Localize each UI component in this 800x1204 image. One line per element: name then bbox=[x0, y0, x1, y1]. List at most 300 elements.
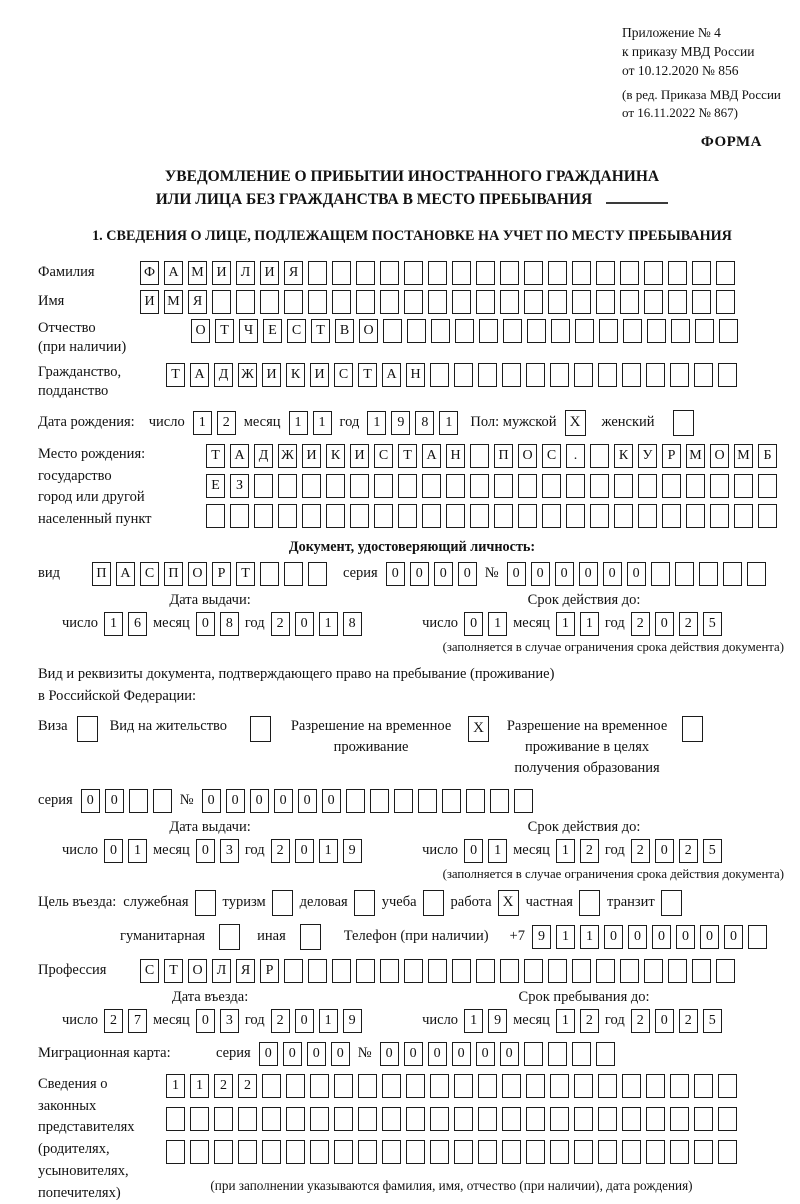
char-cell[interactable] bbox=[454, 363, 473, 387]
char-cell[interactable] bbox=[302, 474, 321, 498]
char-cell[interactable] bbox=[716, 261, 735, 285]
char-cell[interactable] bbox=[644, 261, 663, 285]
char-cell[interactable]: С bbox=[542, 444, 561, 468]
char-cell[interactable] bbox=[334, 1140, 353, 1164]
char-cell[interactable]: О bbox=[710, 444, 729, 468]
char-cell[interactable] bbox=[382, 1140, 401, 1164]
char-cell[interactable]: Т bbox=[311, 319, 330, 343]
char-cell[interactable]: 0 bbox=[331, 1042, 350, 1066]
char-cell[interactable]: 0 bbox=[428, 1042, 447, 1066]
char-cell[interactable] bbox=[574, 1140, 593, 1164]
char-cell[interactable] bbox=[494, 474, 513, 498]
char-cell[interactable]: Т bbox=[166, 363, 185, 387]
char-cell[interactable] bbox=[476, 261, 495, 285]
char-cell[interactable]: 0 bbox=[105, 789, 124, 813]
char-cell[interactable]: 2 bbox=[271, 1009, 290, 1033]
char-cell[interactable]: 0 bbox=[307, 1042, 326, 1066]
char-cell[interactable]: З bbox=[230, 474, 249, 498]
char-cell[interactable]: 0 bbox=[259, 1042, 278, 1066]
char-cell[interactable]: 2 bbox=[631, 612, 650, 636]
purpose-work-checkbox[interactable]: X bbox=[498, 890, 519, 916]
char-cell[interactable] bbox=[718, 363, 737, 387]
char-cell[interactable] bbox=[308, 959, 327, 983]
char-cell[interactable] bbox=[524, 290, 543, 314]
char-cell[interactable] bbox=[574, 1074, 593, 1098]
char-cell[interactable]: М bbox=[686, 444, 705, 468]
char-cell[interactable] bbox=[404, 290, 423, 314]
char-cell[interactable] bbox=[526, 1140, 545, 1164]
char-cell[interactable] bbox=[374, 504, 393, 528]
temp-residence-edu-checkbox[interactable] bbox=[682, 716, 703, 742]
char-cell[interactable] bbox=[622, 1107, 641, 1131]
char-cell[interactable] bbox=[470, 504, 489, 528]
char-cell[interactable] bbox=[598, 363, 617, 387]
char-cell[interactable]: М bbox=[188, 261, 207, 285]
char-cell[interactable] bbox=[308, 290, 327, 314]
char-cell[interactable] bbox=[692, 261, 711, 285]
char-cell[interactable] bbox=[542, 474, 561, 498]
char-cell[interactable] bbox=[406, 1074, 425, 1098]
char-cell[interactable] bbox=[590, 504, 609, 528]
char-cell[interactable]: 1 bbox=[104, 612, 123, 636]
char-cell[interactable] bbox=[566, 504, 585, 528]
char-cell[interactable] bbox=[422, 504, 441, 528]
char-cell[interactable] bbox=[262, 1107, 281, 1131]
char-cell[interactable] bbox=[310, 1074, 329, 1098]
male-checkbox[interactable]: X bbox=[565, 410, 586, 436]
char-cell[interactable] bbox=[686, 504, 705, 528]
char-cell[interactable]: 0 bbox=[655, 1009, 674, 1033]
char-cell[interactable]: 0 bbox=[380, 1042, 399, 1066]
char-cell[interactable]: Д bbox=[254, 444, 273, 468]
char-cell[interactable] bbox=[350, 504, 369, 528]
char-cell[interactable]: К bbox=[286, 363, 305, 387]
char-cell[interactable] bbox=[734, 504, 753, 528]
char-cell[interactable] bbox=[454, 1107, 473, 1131]
char-cell[interactable]: 2 bbox=[214, 1074, 233, 1098]
char-cell[interactable]: 2 bbox=[679, 612, 698, 636]
char-cell[interactable]: 2 bbox=[238, 1074, 257, 1098]
char-cell[interactable]: 0 bbox=[579, 562, 598, 586]
char-cell[interactable] bbox=[614, 474, 633, 498]
char-cell[interactable] bbox=[503, 319, 522, 343]
char-cell[interactable] bbox=[710, 474, 729, 498]
char-cell[interactable] bbox=[526, 363, 545, 387]
char-cell[interactable]: 0 bbox=[458, 562, 477, 586]
char-cell[interactable] bbox=[284, 959, 303, 983]
char-cell[interactable] bbox=[380, 290, 399, 314]
char-cell[interactable]: О bbox=[359, 319, 378, 343]
char-cell[interactable] bbox=[310, 1107, 329, 1131]
char-cell[interactable]: Ч bbox=[239, 319, 258, 343]
char-cell[interactable]: 0 bbox=[250, 789, 269, 813]
char-cell[interactable]: 2 bbox=[631, 839, 650, 863]
char-cell[interactable] bbox=[590, 444, 609, 468]
char-cell[interactable] bbox=[646, 1107, 665, 1131]
char-cell[interactable] bbox=[596, 290, 615, 314]
char-cell[interactable] bbox=[572, 290, 591, 314]
char-cell[interactable] bbox=[254, 504, 273, 528]
char-cell[interactable] bbox=[428, 261, 447, 285]
char-cell[interactable] bbox=[452, 290, 471, 314]
residence-permit-checkbox[interactable] bbox=[250, 716, 271, 742]
char-cell[interactable] bbox=[326, 504, 345, 528]
char-cell[interactable]: 9 bbox=[343, 1009, 362, 1033]
char-cell[interactable]: 1 bbox=[128, 839, 147, 863]
char-cell[interactable] bbox=[670, 1074, 689, 1098]
char-cell[interactable]: К bbox=[614, 444, 633, 468]
char-cell[interactable]: И bbox=[262, 363, 281, 387]
purpose-tourism-checkbox[interactable] bbox=[272, 890, 293, 916]
char-cell[interactable] bbox=[646, 363, 665, 387]
char-cell[interactable] bbox=[620, 261, 639, 285]
char-cell[interactable]: 2 bbox=[679, 839, 698, 863]
char-cell[interactable]: Я bbox=[284, 261, 303, 285]
char-cell[interactable]: К bbox=[326, 444, 345, 468]
char-cell[interactable] bbox=[310, 1140, 329, 1164]
char-cell[interactable] bbox=[478, 1140, 497, 1164]
char-cell[interactable] bbox=[518, 474, 537, 498]
char-cell[interactable]: И bbox=[140, 290, 159, 314]
char-cell[interactable] bbox=[671, 319, 690, 343]
char-cell[interactable] bbox=[502, 1140, 521, 1164]
char-cell[interactable] bbox=[452, 959, 471, 983]
char-cell[interactable] bbox=[572, 959, 591, 983]
char-cell[interactable] bbox=[430, 1074, 449, 1098]
char-cell[interactable]: Т bbox=[215, 319, 234, 343]
char-cell[interactable] bbox=[747, 562, 766, 586]
char-cell[interactable]: Т bbox=[164, 959, 183, 983]
char-cell[interactable] bbox=[758, 474, 777, 498]
char-cell[interactable] bbox=[670, 363, 689, 387]
char-cell[interactable]: 8 bbox=[220, 612, 239, 636]
char-cell[interactable]: Е bbox=[206, 474, 225, 498]
char-cell[interactable] bbox=[527, 319, 546, 343]
char-cell[interactable] bbox=[230, 504, 249, 528]
char-cell[interactable] bbox=[398, 474, 417, 498]
char-cell[interactable] bbox=[479, 319, 498, 343]
char-cell[interactable] bbox=[407, 319, 426, 343]
char-cell[interactable] bbox=[478, 363, 497, 387]
char-cell[interactable] bbox=[334, 1107, 353, 1131]
char-cell[interactable] bbox=[374, 474, 393, 498]
char-cell[interactable] bbox=[668, 290, 687, 314]
char-cell[interactable]: 1 bbox=[166, 1074, 185, 1098]
char-cell[interactable]: Я bbox=[188, 290, 207, 314]
char-cell[interactable]: 1 bbox=[190, 1074, 209, 1098]
char-cell[interactable]: 1 bbox=[488, 839, 507, 863]
char-cell[interactable]: 0 bbox=[655, 612, 674, 636]
char-cell[interactable]: 1 bbox=[313, 411, 332, 435]
char-cell[interactable] bbox=[574, 363, 593, 387]
char-cell[interactable]: А bbox=[422, 444, 441, 468]
char-cell[interactable] bbox=[548, 959, 567, 983]
char-cell[interactable]: 1 bbox=[464, 1009, 483, 1033]
char-cell[interactable] bbox=[550, 1107, 569, 1131]
char-cell[interactable] bbox=[452, 261, 471, 285]
char-cell[interactable] bbox=[500, 290, 519, 314]
char-cell[interactable] bbox=[129, 789, 148, 813]
char-cell[interactable] bbox=[675, 562, 694, 586]
char-cell[interactable] bbox=[502, 1107, 521, 1131]
char-cell[interactable]: 0 bbox=[196, 612, 215, 636]
char-cell[interactable] bbox=[284, 562, 303, 586]
char-cell[interactable] bbox=[718, 1074, 737, 1098]
char-cell[interactable]: 0 bbox=[700, 925, 719, 949]
char-cell[interactable]: 0 bbox=[283, 1042, 302, 1066]
char-cell[interactable] bbox=[332, 290, 351, 314]
char-cell[interactable] bbox=[599, 319, 618, 343]
char-cell[interactable]: С bbox=[334, 363, 353, 387]
char-cell[interactable] bbox=[278, 474, 297, 498]
char-cell[interactable] bbox=[398, 504, 417, 528]
char-cell[interactable] bbox=[350, 474, 369, 498]
char-cell[interactable]: 0 bbox=[322, 789, 341, 813]
char-cell[interactable] bbox=[332, 261, 351, 285]
char-cell[interactable] bbox=[254, 474, 273, 498]
char-cell[interactable] bbox=[446, 504, 465, 528]
char-cell[interactable] bbox=[572, 261, 591, 285]
char-cell[interactable] bbox=[596, 1042, 615, 1066]
char-cell[interactable]: 0 bbox=[652, 925, 671, 949]
char-cell[interactable]: 0 bbox=[104, 839, 123, 863]
char-cell[interactable]: 0 bbox=[386, 562, 405, 586]
char-cell[interactable] bbox=[442, 789, 461, 813]
char-cell[interactable] bbox=[358, 1107, 377, 1131]
char-cell[interactable] bbox=[524, 1042, 543, 1066]
char-cell[interactable]: 0 bbox=[676, 925, 695, 949]
char-cell[interactable] bbox=[694, 1074, 713, 1098]
char-cell[interactable]: Я bbox=[236, 959, 255, 983]
char-cell[interactable] bbox=[382, 1107, 401, 1131]
char-cell[interactable] bbox=[332, 959, 351, 983]
char-cell[interactable]: И bbox=[310, 363, 329, 387]
char-cell[interactable] bbox=[380, 959, 399, 983]
char-cell[interactable]: 0 bbox=[295, 839, 314, 863]
char-cell[interactable]: 2 bbox=[271, 839, 290, 863]
char-cell[interactable]: 1 bbox=[580, 925, 599, 949]
char-cell[interactable]: С bbox=[140, 562, 159, 586]
char-cell[interactable] bbox=[524, 959, 543, 983]
char-cell[interactable]: Т bbox=[236, 562, 255, 586]
char-cell[interactable] bbox=[718, 1140, 737, 1164]
char-cell[interactable]: 1 bbox=[289, 411, 308, 435]
char-cell[interactable]: 0 bbox=[603, 562, 622, 586]
char-cell[interactable]: И bbox=[350, 444, 369, 468]
char-cell[interactable] bbox=[596, 261, 615, 285]
char-cell[interactable]: 1 bbox=[488, 612, 507, 636]
char-cell[interactable] bbox=[758, 504, 777, 528]
female-checkbox[interactable] bbox=[673, 410, 694, 436]
char-cell[interactable] bbox=[694, 1107, 713, 1131]
char-cell[interactable]: С bbox=[374, 444, 393, 468]
char-cell[interactable] bbox=[455, 319, 474, 343]
char-cell[interactable]: Р bbox=[662, 444, 681, 468]
char-cell[interactable] bbox=[598, 1074, 617, 1098]
char-cell[interactable]: 0 bbox=[507, 562, 526, 586]
char-cell[interactable]: Е bbox=[263, 319, 282, 343]
char-cell[interactable] bbox=[446, 474, 465, 498]
char-cell[interactable] bbox=[382, 1074, 401, 1098]
char-cell[interactable] bbox=[699, 562, 718, 586]
char-cell[interactable] bbox=[551, 319, 570, 343]
char-cell[interactable]: С bbox=[140, 959, 159, 983]
char-cell[interactable] bbox=[476, 959, 495, 983]
char-cell[interactable]: 1 bbox=[367, 411, 386, 435]
char-cell[interactable]: М bbox=[734, 444, 753, 468]
char-cell[interactable]: М bbox=[164, 290, 183, 314]
char-cell[interactable] bbox=[262, 1140, 281, 1164]
char-cell[interactable]: 0 bbox=[295, 1009, 314, 1033]
char-cell[interactable] bbox=[502, 1074, 521, 1098]
purpose-official-checkbox[interactable] bbox=[195, 890, 216, 916]
char-cell[interactable] bbox=[662, 474, 681, 498]
char-cell[interactable]: 1 bbox=[580, 612, 599, 636]
char-cell[interactable] bbox=[644, 959, 663, 983]
char-cell[interactable]: Н bbox=[406, 363, 425, 387]
char-cell[interactable] bbox=[598, 1107, 617, 1131]
char-cell[interactable] bbox=[394, 789, 413, 813]
char-cell[interactable]: А bbox=[190, 363, 209, 387]
char-cell[interactable] bbox=[466, 789, 485, 813]
char-cell[interactable]: 8 bbox=[415, 411, 434, 435]
char-cell[interactable] bbox=[430, 1140, 449, 1164]
char-cell[interactable] bbox=[548, 261, 567, 285]
char-cell[interactable] bbox=[262, 1074, 281, 1098]
char-cell[interactable]: 7 bbox=[128, 1009, 147, 1033]
char-cell[interactable]: 1 bbox=[319, 839, 338, 863]
char-cell[interactable]: А bbox=[164, 261, 183, 285]
char-cell[interactable] bbox=[548, 290, 567, 314]
char-cell[interactable] bbox=[430, 1107, 449, 1131]
char-cell[interactable] bbox=[418, 789, 437, 813]
char-cell[interactable] bbox=[358, 1140, 377, 1164]
char-cell[interactable] bbox=[723, 562, 742, 586]
char-cell[interactable] bbox=[214, 1140, 233, 1164]
char-cell[interactable]: О bbox=[518, 444, 537, 468]
char-cell[interactable] bbox=[422, 474, 441, 498]
char-cell[interactable] bbox=[470, 474, 489, 498]
char-cell[interactable] bbox=[614, 504, 633, 528]
char-cell[interactable]: 2 bbox=[679, 1009, 698, 1033]
char-cell[interactable] bbox=[670, 1107, 689, 1131]
char-cell[interactable] bbox=[404, 261, 423, 285]
char-cell[interactable] bbox=[404, 959, 423, 983]
char-cell[interactable]: П bbox=[494, 444, 513, 468]
char-cell[interactable]: 1 bbox=[556, 839, 575, 863]
char-cell[interactable] bbox=[575, 319, 594, 343]
char-cell[interactable] bbox=[260, 562, 279, 586]
char-cell[interactable] bbox=[574, 1107, 593, 1131]
char-cell[interactable] bbox=[694, 1140, 713, 1164]
char-cell[interactable] bbox=[550, 1074, 569, 1098]
char-cell[interactable] bbox=[596, 959, 615, 983]
char-cell[interactable] bbox=[286, 1107, 305, 1131]
char-cell[interactable] bbox=[526, 1107, 545, 1131]
char-cell[interactable] bbox=[428, 290, 447, 314]
char-cell[interactable]: С bbox=[287, 319, 306, 343]
char-cell[interactable] bbox=[356, 261, 375, 285]
char-cell[interactable]: Р bbox=[212, 562, 231, 586]
char-cell[interactable]: 2 bbox=[104, 1009, 123, 1033]
char-cell[interactable] bbox=[383, 319, 402, 343]
char-cell[interactable] bbox=[166, 1140, 185, 1164]
char-cell[interactable] bbox=[548, 1042, 567, 1066]
char-cell[interactable]: 0 bbox=[298, 789, 317, 813]
char-cell[interactable] bbox=[748, 925, 767, 949]
char-cell[interactable]: 3 bbox=[220, 839, 239, 863]
purpose-study-checkbox[interactable] bbox=[423, 890, 444, 916]
char-cell[interactable] bbox=[356, 959, 375, 983]
char-cell[interactable] bbox=[646, 1074, 665, 1098]
char-cell[interactable] bbox=[302, 504, 321, 528]
char-cell[interactable]: 8 bbox=[343, 612, 362, 636]
visa-checkbox[interactable] bbox=[77, 716, 98, 742]
char-cell[interactable] bbox=[620, 959, 639, 983]
char-cell[interactable]: 9 bbox=[532, 925, 551, 949]
char-cell[interactable] bbox=[334, 1074, 353, 1098]
char-cell[interactable]: 0 bbox=[464, 612, 483, 636]
char-cell[interactable]: 6 bbox=[128, 612, 147, 636]
char-cell[interactable] bbox=[734, 474, 753, 498]
char-cell[interactable]: Л bbox=[212, 959, 231, 983]
purpose-transit-checkbox[interactable] bbox=[661, 890, 682, 916]
char-cell[interactable] bbox=[454, 1074, 473, 1098]
char-cell[interactable]: 2 bbox=[631, 1009, 650, 1033]
char-cell[interactable] bbox=[326, 474, 345, 498]
char-cell[interactable]: 1 bbox=[556, 925, 575, 949]
char-cell[interactable] bbox=[590, 474, 609, 498]
char-cell[interactable]: 0 bbox=[555, 562, 574, 586]
char-cell[interactable]: 0 bbox=[724, 925, 743, 949]
char-cell[interactable] bbox=[668, 959, 687, 983]
char-cell[interactable]: 5 bbox=[703, 612, 722, 636]
char-cell[interactable] bbox=[662, 504, 681, 528]
char-cell[interactable] bbox=[524, 261, 543, 285]
char-cell[interactable]: 3 bbox=[220, 1009, 239, 1033]
char-cell[interactable] bbox=[598, 1140, 617, 1164]
char-cell[interactable] bbox=[716, 959, 735, 983]
char-cell[interactable]: У bbox=[638, 444, 657, 468]
char-cell[interactable] bbox=[431, 319, 450, 343]
char-cell[interactable]: 0 bbox=[627, 562, 646, 586]
char-cell[interactable] bbox=[668, 261, 687, 285]
char-cell[interactable]: . bbox=[566, 444, 585, 468]
char-cell[interactable]: 0 bbox=[81, 789, 100, 813]
char-cell[interactable]: 0 bbox=[226, 789, 245, 813]
char-cell[interactable] bbox=[236, 290, 255, 314]
char-cell[interactable]: 0 bbox=[500, 1042, 519, 1066]
char-cell[interactable]: 9 bbox=[391, 411, 410, 435]
char-cell[interactable] bbox=[646, 1140, 665, 1164]
char-cell[interactable] bbox=[380, 261, 399, 285]
temp-residence-checkbox[interactable]: X bbox=[468, 716, 489, 742]
char-cell[interactable] bbox=[278, 504, 297, 528]
char-cell[interactable]: 0 bbox=[196, 839, 215, 863]
char-cell[interactable]: 9 bbox=[488, 1009, 507, 1033]
char-cell[interactable]: 0 bbox=[476, 1042, 495, 1066]
char-cell[interactable] bbox=[622, 1140, 641, 1164]
char-cell[interactable] bbox=[406, 1107, 425, 1131]
char-cell[interactable]: И bbox=[302, 444, 321, 468]
char-cell[interactable] bbox=[622, 363, 641, 387]
char-cell[interactable] bbox=[518, 504, 537, 528]
char-cell[interactable]: И bbox=[212, 261, 231, 285]
char-cell[interactable] bbox=[428, 959, 447, 983]
char-cell[interactable]: 0 bbox=[531, 562, 550, 586]
char-cell[interactable] bbox=[526, 1074, 545, 1098]
char-cell[interactable]: 0 bbox=[655, 839, 674, 863]
